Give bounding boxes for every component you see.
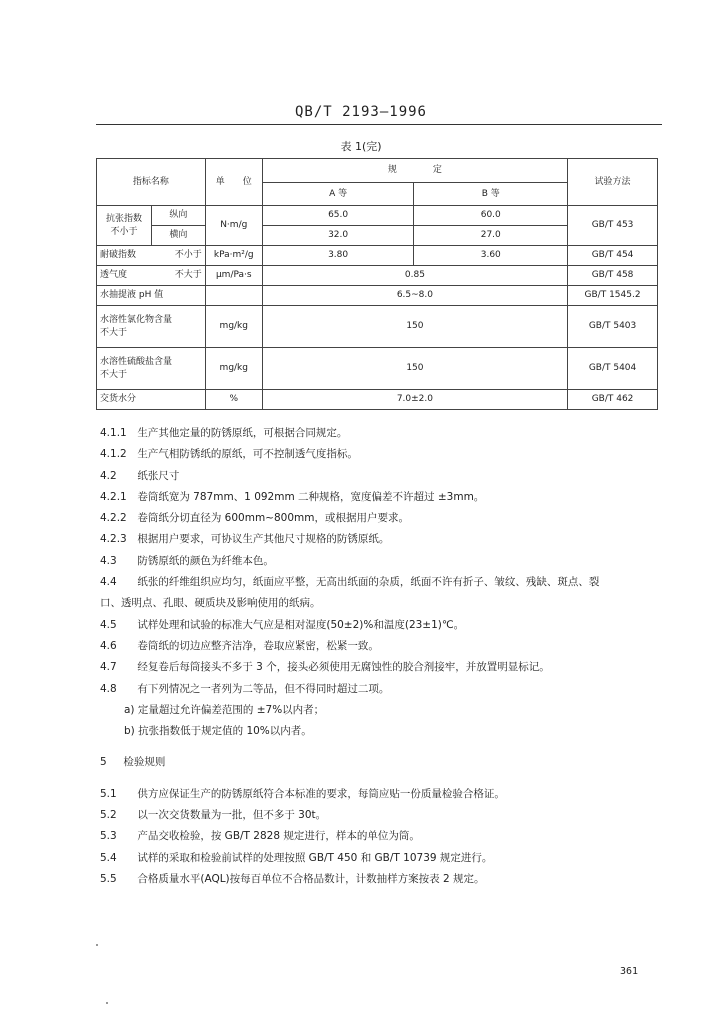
table-row (97, 206, 658, 226)
clause-text: 卷筒纸分切直径为 600mm~800mm，或根据用户要求。 (137, 512, 409, 525)
clause-number: a) (124, 703, 135, 716)
burst-a: 3.80 (262, 246, 414, 266)
clause-4-2-1 (100, 487, 660, 508)
header-rule (96, 124, 662, 125)
clause-number: 4.1.2 (100, 448, 127, 461)
clause-5-3 (100, 826, 660, 847)
grade-a-header: A 等 (262, 183, 414, 206)
tensile-label-line1: 抗张指数 (105, 213, 142, 224)
sulfate-label-line1: 水溶性硫酸盐含量 (100, 356, 173, 367)
burst-unit: kPa·m²/g (205, 246, 262, 266)
chloride-label-line1: 水溶性氯化物含量 (100, 314, 173, 325)
chloride-method: GB/T 5403 (568, 306, 658, 348)
clause-text: 生产气相防锈纸的原纸，可不控制透气度指标。 (137, 448, 358, 461)
air-label: 透气度 (97, 266, 152, 286)
table-row (97, 246, 658, 266)
sulfate-label-line2: 不大于 (100, 369, 128, 380)
table-caption: 表 1(完) (340, 140, 382, 153)
burst-b: 3.60 (414, 246, 568, 266)
air-value: 0.85 (262, 266, 567, 286)
clause-4-7 (100, 657, 660, 678)
sulfate-unit: mg/kg (205, 348, 262, 390)
table-row (97, 266, 658, 286)
clause-text: 抗张指数低于规定值的 10%以内者。 (138, 725, 312, 738)
moisture-unit: % (205, 390, 262, 410)
chloride-label-line2: 不大于 (100, 327, 128, 338)
scan-speck (96, 944, 98, 946)
clause-4-3 (100, 551, 660, 572)
moisture-label: 交货水分 (97, 390, 206, 410)
tensile-cd-b: 27.0 (414, 226, 568, 246)
air-unit: μm/Pa·s (205, 266, 262, 286)
clause-4-5 (100, 615, 660, 636)
tensile-method: GB/T 453 (568, 206, 658, 246)
ph-label: 水抽提液 pH 值 (97, 286, 206, 306)
clause-4-1-2 (100, 444, 660, 465)
clause-text: 定量超过允许偏差范围的 ±7%以内者； (137, 703, 325, 716)
moisture-value: 7.0±2.0 (262, 390, 567, 410)
section-spacer (100, 774, 660, 784)
ph-method: GB/T 1545.2 (568, 286, 658, 306)
clause-number: 4.6 (100, 639, 117, 652)
clause-text: 产品交收检验，按 GB/T 2828 规定进行，样本的单位为筒。 (137, 830, 420, 843)
grade-b-header: B 等 (414, 183, 568, 206)
clause-number: b) (124, 725, 135, 738)
table-row (97, 348, 658, 390)
spec-table (96, 158, 658, 410)
ph-value: 6.5~8.0 (262, 286, 567, 306)
clause-text: 防锈原纸的颜色为纤维本色。 (137, 554, 274, 567)
table-header-row (97, 159, 658, 183)
air-method: GB/T 458 (568, 266, 658, 286)
clause-4-8 (100, 679, 660, 700)
clause-text: 检验规则 (123, 756, 166, 769)
clause-4-6 (100, 636, 660, 657)
clause-text: 以一次交货数量为一批，但不多于 30t。 (137, 809, 327, 822)
clause-number: 4.7 (100, 661, 117, 674)
burst-label: 耐破指数 (97, 246, 152, 266)
clause-text: 卷筒纸的切边应整齐洁净，卷取应紧密，松紧一致。 (137, 639, 379, 652)
clause-text: 试样的采取和检验前试样的处理按照 GB/T 450 和 GB/T 10739 规定进行。 (137, 851, 493, 864)
clause-text: 纸张的纤维组织应均匀，纸面应平整，无高出纸面的杂质，纸面不许有折子、皱纹、残缺、斑点、裂 (137, 576, 600, 589)
clause-5-4 (100, 848, 660, 869)
clause-text: 有下列情况之一者列为二等品，但不得同时超过二项。 (137, 682, 390, 695)
clause-4-2-2 (100, 508, 660, 529)
clause-number: 4.1.1 (100, 427, 127, 439)
scan-speck (106, 1002, 108, 1004)
clause-number: 5.4 (100, 851, 117, 864)
tensile-label-line2: 不小于 (110, 226, 138, 237)
table-row (97, 390, 658, 410)
clause-number: 5.2 (100, 809, 117, 822)
clause-5-5 (100, 869, 660, 890)
tensile-cd-label: 横向 (151, 226, 205, 246)
clause-text: 口、透明点、孔眼、硬质块及影响使用的纸病。 (100, 597, 321, 610)
clause-number: 5.3 (100, 830, 117, 843)
spec-header: 规 定 (262, 159, 567, 183)
clause-4-8-b (100, 721, 660, 742)
page-number: 361 (620, 966, 639, 977)
indicator-header: 指标名称 (97, 159, 206, 206)
clause-number: 4.3 (100, 554, 117, 567)
tensile-label (97, 206, 152, 246)
sulfate-value: 150 (262, 348, 567, 390)
moisture-method: GB/T 462 (568, 390, 658, 410)
clause-4-1-1 (100, 423, 660, 444)
tensile-unit: N·m/g (205, 206, 262, 246)
clause-text: 经复卷后每筒接头不多于 3 个，接头必须使用无腐蚀性的胶合剂接牢，并放置明显标记。 (137, 661, 550, 674)
clause-number: 4.4 (100, 576, 117, 589)
clause-4-2 (100, 466, 660, 487)
clause-text: 根据用户要求，可协议生产其他尺寸规格的防锈原纸。 (137, 533, 390, 546)
clause-number: 4.8 (100, 682, 117, 695)
clause-4-4 (100, 572, 660, 593)
clause-text: 供方应保证生产的防锈原纸符合本标准的要求，每筒应贴一份质量检验合格证。 (137, 787, 505, 800)
chloride-value: 150 (262, 306, 567, 348)
clause-4-8-a (100, 700, 660, 721)
sulfate-method: GB/T 5404 (568, 348, 658, 390)
method-header: 试验方法 (568, 159, 658, 206)
clause-4-2-3 (100, 529, 660, 550)
air-qualifier: 不大于 (151, 266, 205, 286)
clause-number: 4.2.2 (100, 512, 127, 525)
standard-code: QB/T 2193—1996 (294, 104, 427, 120)
clause-text: 试样处理和试验的标准大气应是相对湿度(50±2)%和温度(23±1)℃。 (137, 618, 465, 631)
clause-text: 合格质量水平(AQL)按每百单位不合格品数计，计数抽样方案按表 2 规定。 (137, 872, 485, 885)
clause-5-1 (100, 784, 660, 805)
clause-number: 4.5 (100, 618, 117, 631)
clause-number: 4.2.3 (100, 533, 127, 546)
burst-qualifier: 不小于 (151, 246, 205, 266)
sulfate-label (97, 348, 206, 390)
clause-text: 纸张尺寸 (137, 469, 180, 482)
clause-4-4-continued (100, 593, 660, 614)
clause-list (100, 423, 660, 890)
burst-method: GB/T 454 (568, 246, 658, 266)
chloride-unit: mg/kg (205, 306, 262, 348)
section-5-heading (100, 752, 660, 773)
clause-5-2 (100, 805, 660, 826)
table-row (97, 306, 658, 348)
chloride-label (97, 306, 206, 348)
clause-number: 5.5 (100, 872, 117, 885)
table-row (97, 286, 658, 306)
ph-unit (205, 286, 262, 306)
clause-number: 5 (100, 756, 107, 769)
clause-text: 卷筒纸宽为 787mm、1 092mm 二种规格，宽度偏差不许超过 ±3mm。 (137, 490, 485, 503)
clause-number: 4.2 (100, 469, 117, 482)
clause-text: 生产其他定量的防锈原纸，可根据合同规定。 (137, 427, 348, 439)
clause-number: 4.2.1 (100, 490, 127, 503)
tensile-md-b: 60.0 (414, 206, 568, 226)
tensile-cd-a: 32.0 (262, 226, 414, 246)
tensile-md-a: 65.0 (262, 206, 414, 226)
section-spacer (100, 742, 660, 752)
clause-number: 5.1 (100, 787, 117, 800)
tensile-md-label: 纵向 (151, 206, 205, 226)
unit-header: 单 位 (205, 159, 262, 206)
